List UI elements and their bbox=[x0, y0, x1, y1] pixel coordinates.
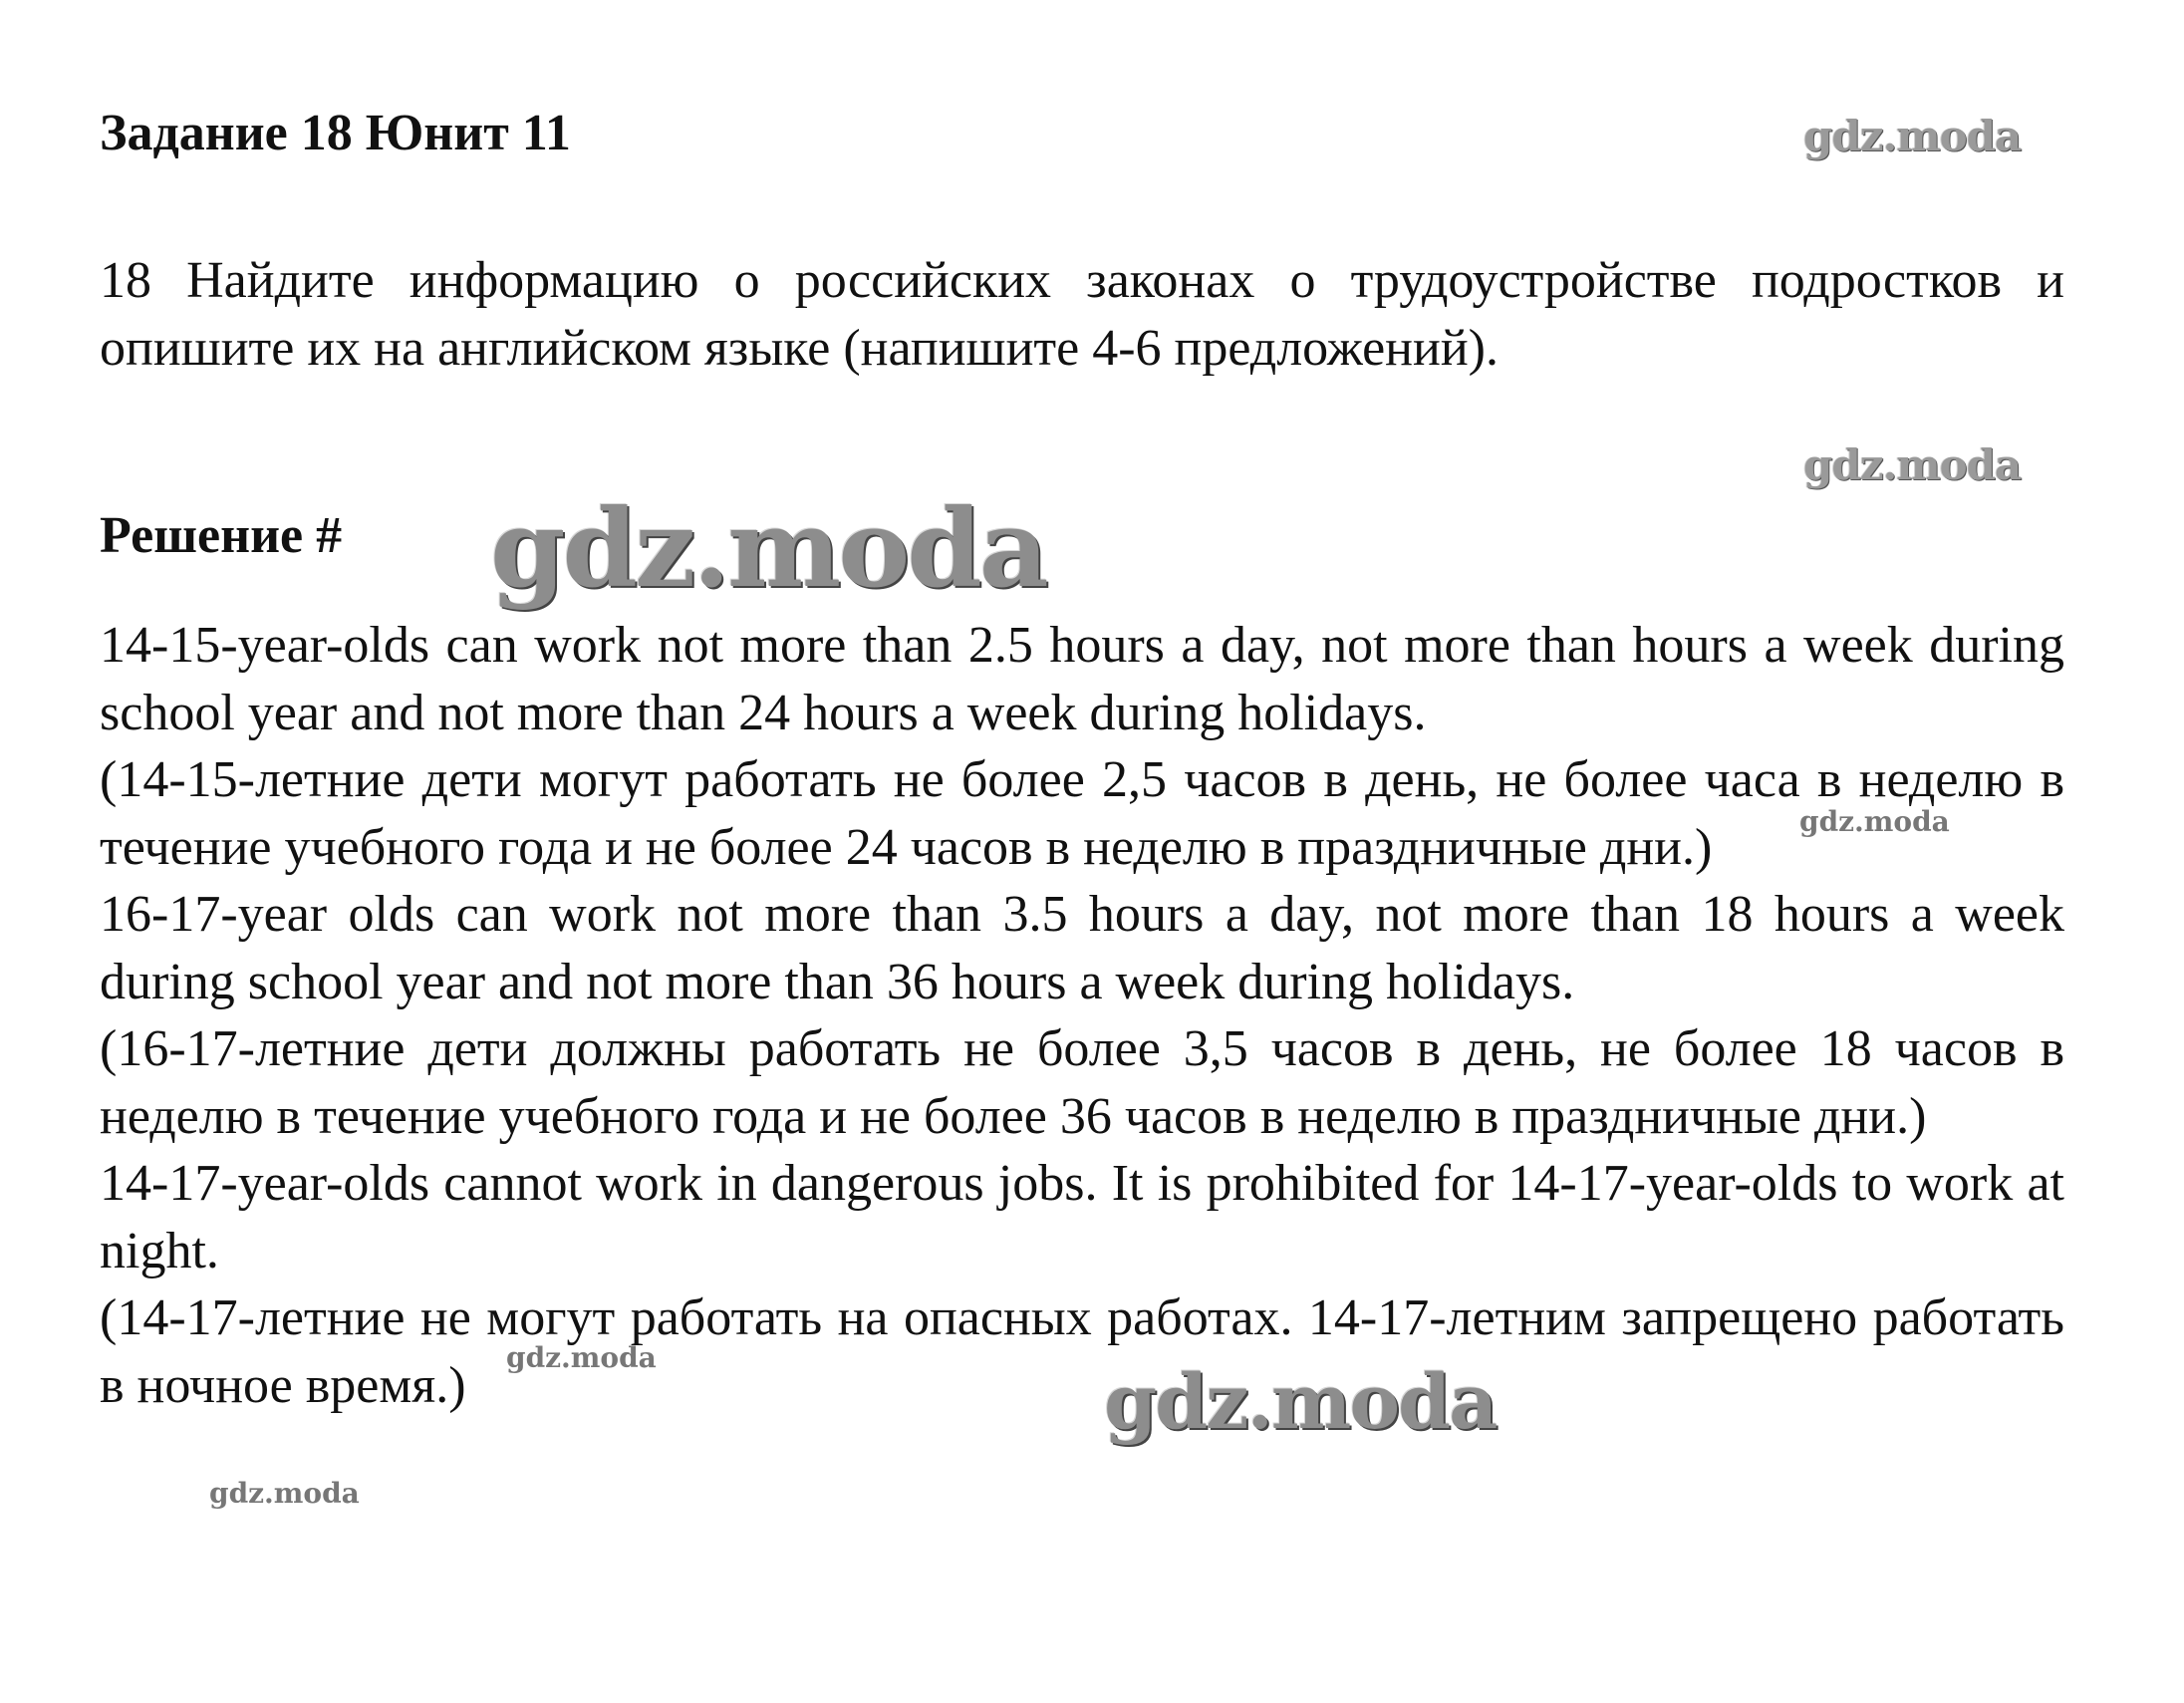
watermark: gdz.moda bbox=[209, 1477, 360, 1510]
watermark: gdz.moda bbox=[1803, 112, 2022, 160]
solution-body bbox=[100, 612, 2064, 1419]
solution-paragraph: (14-17-летние не могут работать на опасных работах. 14-17-летним запрещено работать в ночное время.) bbox=[100, 1289, 2064, 1414]
solution-paragraph: (16-17-летние дети должны работать не более 3,5 часов в день, не более 18 часов в неделю в течение учебного года и не более 36 часов в неделю в праздничные дни.) bbox=[100, 1020, 2064, 1145]
page-title: Задание 18 Юнит 11 bbox=[100, 105, 571, 161]
solution-paragraph: 16-17-year olds can work not more than 3.5 hours a day, not more than 18 hours a week during school year and not more than 36 hours a week during holidays. bbox=[100, 886, 2064, 1010]
watermark: gdz.moda bbox=[490, 486, 1046, 612]
solution-paragraph: 14-17-year-olds cannot work in dangerous jobs. It is prohibited for 14-17-year-olds to work at night. bbox=[100, 1155, 2064, 1279]
task-text: 18 Найдите информацию о российских законах о трудоустройстве подростков и опишите их на английском языке (напишите 4-6 предложений). bbox=[100, 252, 2064, 377]
watermark: gdz.moda bbox=[506, 1341, 657, 1374]
solution-paragraph: (14-15-летние дети могут работать не более 2,5 часов в день, не более часа в неделю в течение учебного года и не более 24 часов в неделю в праздничные дни.) bbox=[100, 751, 2064, 876]
solution-label: Решение # bbox=[100, 507, 343, 564]
solution-paragraph: 14-15-year-olds can work not more than 2.5 hours a day, not more than hours a week during school year and not more than 24 hours a week during holidays. bbox=[100, 617, 2064, 741]
watermark: gdz.moda bbox=[1803, 440, 2022, 489]
watermark: gdz.moda bbox=[1799, 805, 1950, 838]
watermark: gdz.moda bbox=[1104, 1357, 1497, 1446]
